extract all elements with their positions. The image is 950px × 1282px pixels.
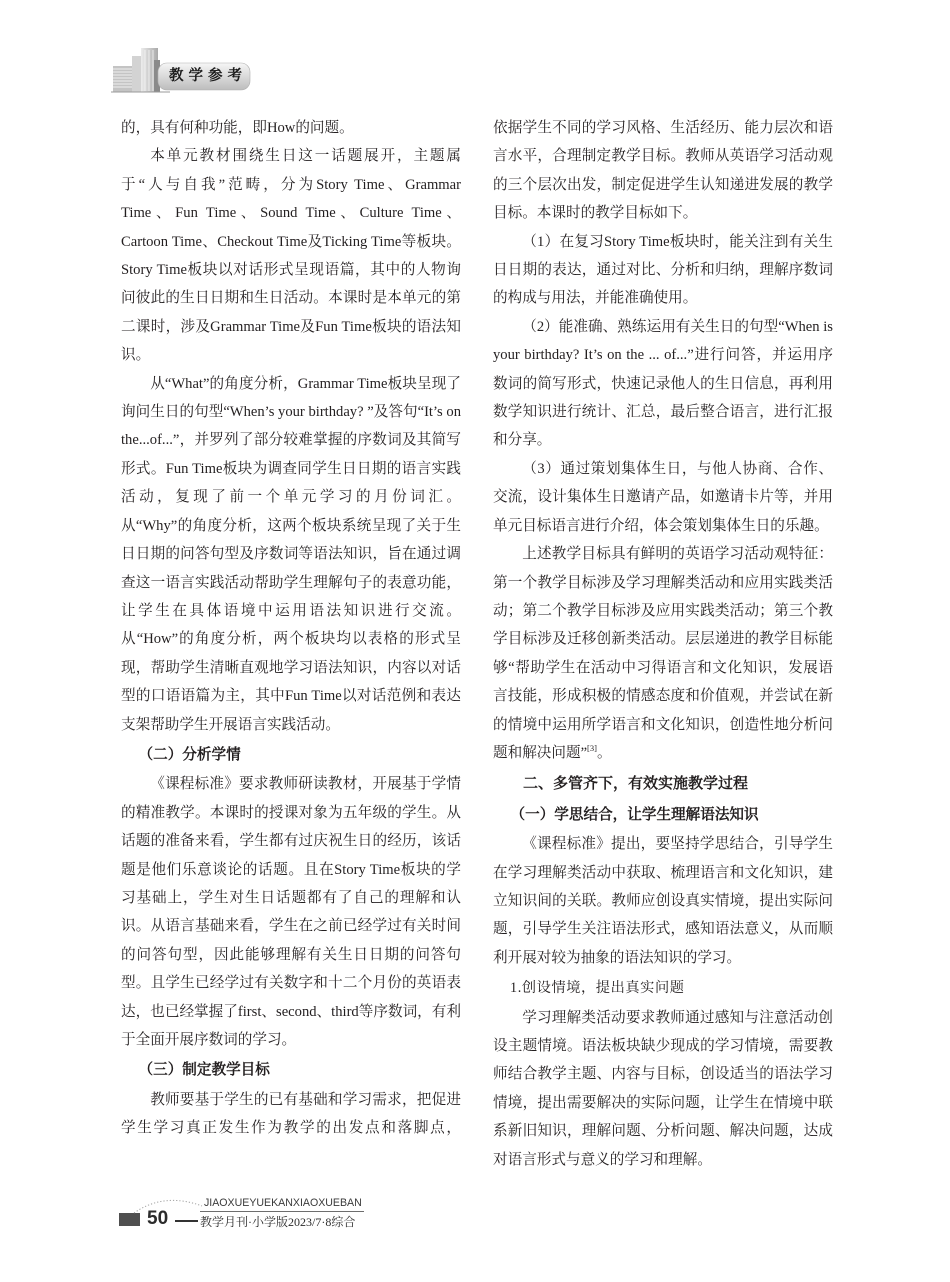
summary-end-punctuation: 。 (596, 744, 612, 761)
footer-dash-line (175, 1220, 198, 1222)
header-section-label: 教学参考 (169, 68, 247, 84)
objective-item-1: （1）在复习Story Time板块时，能关注到有关生日日期的表达，通过对比、分析和归纳，理解序数词的构成与用法，并能准确使用。 (493, 233, 833, 307)
section-heading-set-objectives: （三）制定教学目标 (138, 1061, 270, 1079)
citation-reference: [3] (587, 743, 597, 754)
section-heading-analyze-students: （二）分析学情 (138, 745, 241, 763)
objective-item-2: （2）能准确、熟练运用有关生日的句型“When is your birthday? It’s on the ... of...”进行问答，并运用序数词的简写形式，快速记录他人的生日信息，再利用数学知识进行统计、汇总，最后整合语言，进行汇报和分享。 (493, 318, 833, 449)
summary-text: 上述教学目标具有鲜明的英语学习活动观特征：第一个教学目标涉及学习理解类活动和应用实践类活动；第二个教学目标涉及应用实践类活动；第三个教学目标涉及迁移创新类活动。层层递进的教学目标能够“帮助学生在活动中习得语言和文化知识，发展语言技能，形成积极的情感态度和价值观，并尝试在新的情境中运用所学语言和文化知识，创造性地分析问题和解决问题” (493, 546, 833, 761)
journal-issue-info: 教学月刊·小学版2023/7·8综合 (200, 1215, 356, 1229)
paragraph-create-context: 学习理解类活动要求教师通过感知与注意活动创设主题情境。语法板块缺少现成的学习情境，需要教师结合教学主题、内容与目标，创设适当的语法学习情境，提出需要解决的实际问题，让学生在情境中联系新旧知识，理解问题、分析问题、解决问题，达成对语言形式与意义的学习和理解。 (493, 1009, 833, 1168)
step-heading-create-context: 1.创设情境，提出真实问题 (510, 980, 685, 997)
right-column (493, 114, 833, 1174)
paragraph-continued: 的，具有何种功能，即How的问题。 (121, 120, 354, 136)
journal-name-pinyin: JIAOXUEYUEKANXIAOXUEBAN (204, 1197, 362, 1209)
paragraph-objectives-summary (493, 540, 833, 767)
paragraph-continued: 依据学生不同的学习风格、生活经历、能力层次和语言水平，合理制定教学目标。教师从英语学习活动观的三个层次出发，制定促进学生认知递进发展的教学目标。本课时的教学目标如下。 (493, 120, 833, 222)
left-column (121, 114, 461, 1143)
paragraph-objectives-intro: 教师要基于学生的已有基础和学习需求，把促进学生学习真正发生作为教学的出发点和落脚点， (121, 1091, 461, 1137)
objective-item-3: （3）通过策划集体生日，与他人协商、合作、交流，设计集体生日邀请产品，如邀请卡片等，并用单元目标语言进行介绍，体会策划集体生日的乐趣。 (493, 460, 833, 534)
paragraph-unit-overview: 本单元教材围绕生日这一话题展开，主题属于“人与自我”范畴，分为Story Time、Grammar Time、Fun Time、Sound Time、Culture Time、Cartoon Time、Checkout Time及Ticking Time等板块。Story Time板块以对话形式呈现语篇，其中的人物询问彼此的生日日期和生日活动。本课时是本单元的第二课时，涉及Grammar Time及Fun Time板块的语法知识。 (121, 148, 461, 364)
section-heading-learning-thinking: （一）学思结合，让学生理解语法知识 (510, 805, 759, 823)
paragraph-what-why-how-analysis: 从“What”的角度分析，Grammar Time板块呈现了询问生日的句型“When’s your birthday? ”及答句“It’s on the...of...”，并罗列了部分较难掌握的序数词及其简写形式。Fun Time板块为调查同学生日日期的语言实践活动，复现了前一个单元学习的月份词汇。从“Why”的角度分析，这两个板块系统呈现了关于生日日期的问答句型及序数词等语法知识，旨在通过调查这一语言实践活动帮助学生理解句子的表意功能，让学生在具体语境中运用语法知识进行交流。从“How”的角度分析，两个板块均以表格的形式呈现，帮助学生清晰直观地学习语法知识，内容以对话型的口语语篇为主，其中Fun Time以对话范例和表达支架帮助学生开展语言实践活动。 (121, 375, 461, 733)
footer-rule-line (200, 1211, 364, 1212)
page-number: 50 (147, 1208, 169, 1229)
paragraph-curriculum-standard: 《课程标准》提出，要坚持学思结合，引导学生在学习理解类活动中获取、梳理语言和文化知识，建立知识间的关联。教师应创设真实情境，提出实际问题，引导学生关注语法形式，感知语法意义，从而顺利开展对较为抽象的语法知识的学习。 (493, 836, 833, 966)
part-heading-teaching-process: 二、多管齐下，有效实施教学过程 (523, 776, 749, 793)
paragraph-student-analysis: 《课程标准》要求教师研读教材，开展基于学情的精准教学。本课时的授课对象为五年级的学生。从话题的准备来看，学生都有过庆祝生日的经历，该话题是他们乐意谈论的话题。且在Story Time板块的学习基础上，学生对生日话题都有了自己的理解和认识。从语言基础来看，学生在之前已经学过有关时间的问答句型，因此能够理解有关生日日期的问答句型。且学生已经学过有关数字和十二个月份的英语表达，也已经掌握了first、second、third等序数词，有利于全面开展序数词的学习。 (121, 776, 461, 1048)
